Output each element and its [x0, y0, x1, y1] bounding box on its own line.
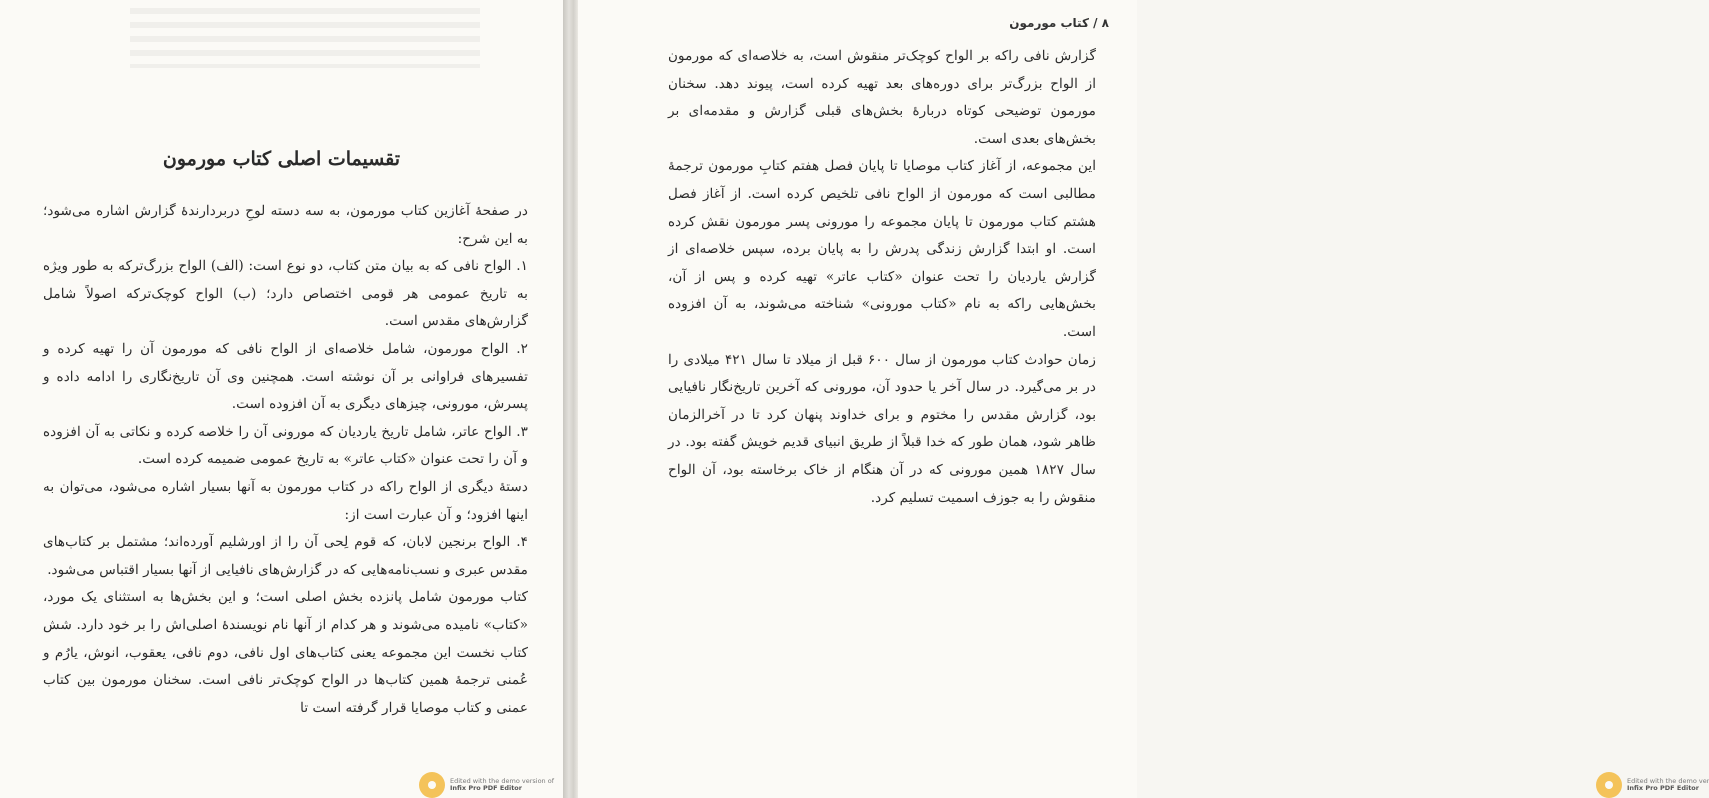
infix-logo-icon [419, 772, 445, 798]
running-head: ۸ / کتاب مورمون [1009, 16, 1109, 30]
watermark-line-2: Infix Pro PDF Editor [1627, 784, 1699, 792]
bleed-through-shadow [130, 8, 480, 68]
editor-watermark [419, 772, 554, 798]
paragraph: ۴. الواح برنجین لابان، که قوم لِحی آن را از اورشلیم آورده‌اند؛ مشتمل بر کتاب‌های مقدس عبری و نسب‌نامه‌هایی که در گزارش‌های نافیایی از آنها بسیار اقتباس می‌شود. [43, 534, 528, 578]
infix-logo-icon [1596, 772, 1622, 798]
book-gutter [563, 0, 578, 798]
watermark-line-1: Edited with the demo version of [450, 776, 555, 785]
paragraph: ۱. الواح نافی که به بیان متن کتاب، دو نوع است: (الف) الواح بزرگ‌ترکه به طور ویژه به تاریخ عمومی هر قومی اختصاص دارد؛ (ب) الواح کوچک‌ترکه اصولاً شامل گزارش‌های مقدس است. [43, 258, 528, 330]
paragraph: زمان حوادث کتاب مورمون از سال ۶۰۰ قبل از میلاد تا سال ۴۲۱ میلادی را در بر می‌گیرد. در سال آخر یا حدود آن، مورونی که آخرین تاریخ‌نگار نافیایی بود، گزارش مقدس را مختوم و برای خداوند پنهان کرد تا در آخرالزمان ظاهر شود، همان طور که خدا قبلاً از طریق انبیای قدیم خویش گفته بود. در سال ۱۸۲۷ همین مورونی که در آن هنگام از خاک برخاسته بود، آن الواح منقوش را به جوزف اسمیت تسلیم کرد. [668, 351, 1096, 506]
paragraph: ۲. الواح مورمون، شامل خلاصه‌ای از الواح نافی که مورمون آن را تهیه کرده و تفسیرهای فراوانی بر آن نوشته است. همچنین وی آن تاریخ‌نگاری را ادامه داده و پسرش، مورونی، چیزهای دیگری به آن افزوده است. [43, 340, 528, 413]
editor-watermark [1596, 772, 1709, 798]
left-body-text [43, 198, 528, 722]
paragraph: در صفحهٔ آغازین کتاب مورمون، به سه دسته لوحِ دربردارندهٔ گزارش اشاره می‌شود؛ به این شرح: [43, 203, 528, 247]
paragraph: ۳. الواح عاتر، شامل تاریخ یاردیان که مورونی آن را خلاصه کرده و نکاتی به آن افزوده و آن را تحت عنوان «کتاب عاتر» به تاریخ عمومی ضمیمه کرده است. [43, 423, 528, 468]
chapter-title: تقسیمات اصلی کتاب مورمون [162, 148, 401, 170]
paragraph: کتاب مورمون شامل پانزده بخش اصلی است؛ و این بخش‌ها به استثنای یک مورد، «کتاب» نامیده می‌شوند و هر کدام از آنها نام نویسندهٔ اصلی‌اش را بر خود دارد. شش کتاب نخست این مجموعه یعنی کتاب‌های اول نافی، دوم نافی، یعقوب، انوش، یارُم و عُمنی ترجمهٔ همین کتاب‌ها در الواح کوچک‌تر نافی است. سخنان مورمون بین کتاب عمنی و کتاب موصایا قرار گرفته است تا [43, 589, 528, 716]
left-page [0, 0, 563, 798]
paragraph: این مجموعه، از آغاز کتاب موصایا تا پایان فصل هفتم کتابِ مورمون ترجمهٔ مطالبی است که مورمون از الواح نافی تلخیص کرده است. از آغاز فصل هشتم کتاب مورمون تا پایان مجموعه را مورونی پسر مورمون نقش کرده است. او ابتدا گزارش زندگی پدرش را به پایان برده، سپس خلاصه‌ای از گزارش یاردیان را تحت عنوان «کتاب عاتر» تهیه کرده و پس از آن، بخش‌هایی راکه به نام «کتاب مورونی» شناخته می‌شوند، به آن افزوده است. [668, 158, 1096, 340]
paragraph: دستهٔ دیگری از الواح راکه در کتاب مورمون به آنها بسیار اشاره می‌شود، می‌توان به اینها افزود؛ و آن عبارت است از: [43, 478, 528, 523]
watermark-line-1: Edited with the demo ver [1627, 776, 1709, 785]
watermark-line-2: Infix Pro PDF Editor [450, 784, 522, 792]
right-page [578, 0, 1709, 798]
right-body-text [668, 43, 1096, 512]
paragraph: گزارش نافی راکه بر الواح کوچک‌تر منقوش است، به خلاصه‌ای که مورمون از الواح بزرگ‌تر برای دوره‌های بعد تهیه کرده است، پیوند دهد. سخنان مورمون توضیحی کوتاه دربارهٔ بخش‌های قبلی گزارش و مقدمه‌ای بر بخش‌های بعدی است. [668, 48, 1096, 147]
